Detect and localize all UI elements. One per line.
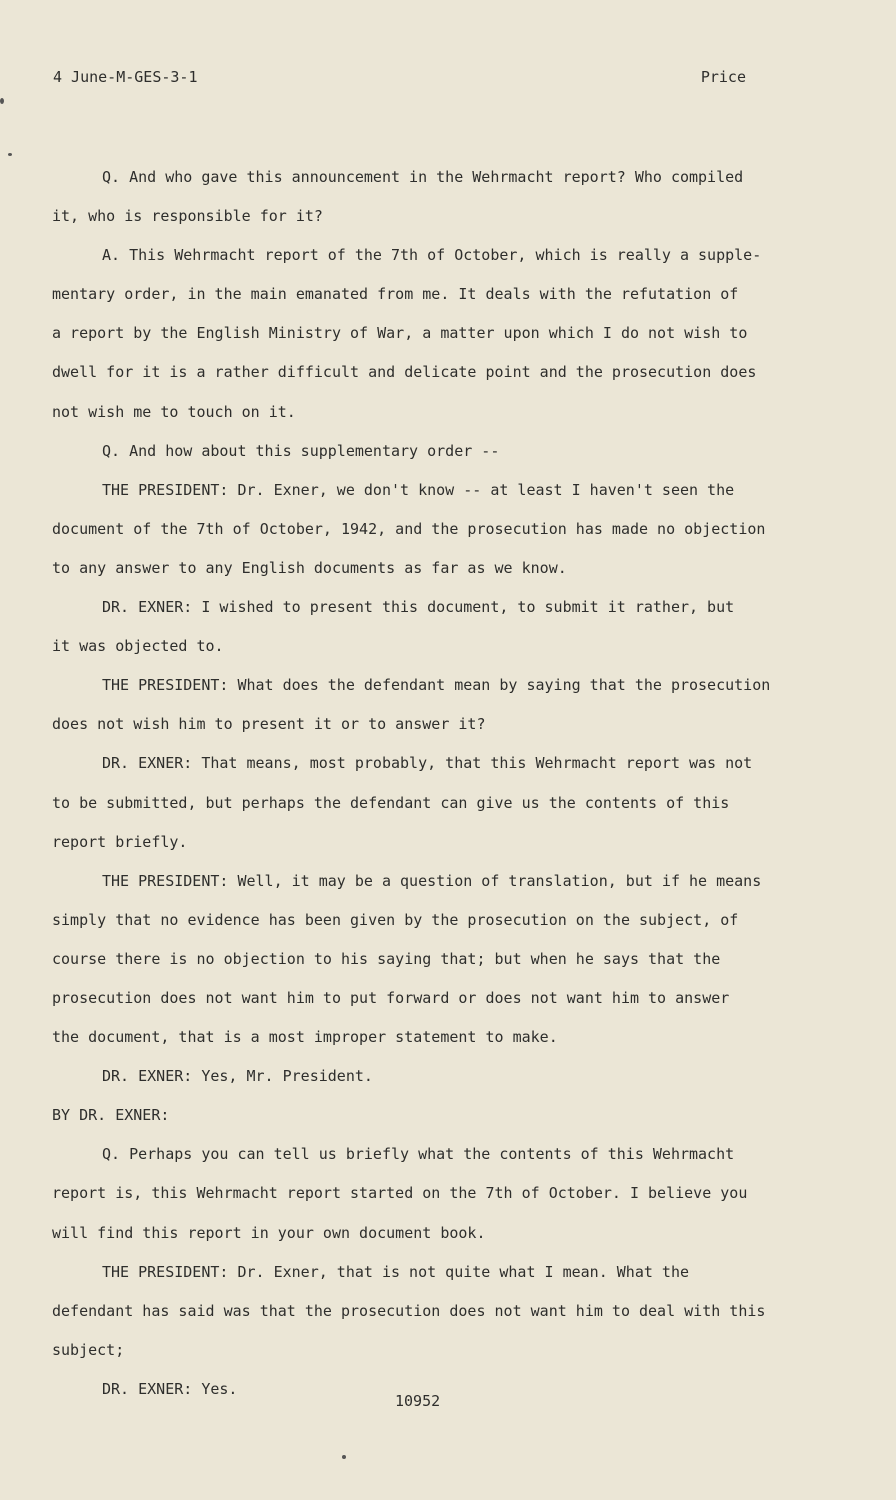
binding-mark xyxy=(0,98,4,104)
transcript-line: it, who is responsible for it? xyxy=(52,207,323,226)
transcript-line: subject; xyxy=(52,1340,125,1359)
transcript-line: the document, that is a most improper statement to make. xyxy=(52,1028,558,1047)
transcript-line: DR. EXNER: I wished to present this document, to submit it rather, but xyxy=(102,598,735,617)
transcript-line: to any answer to any English documents as far as we know. xyxy=(52,558,567,577)
header-witness-name: Price xyxy=(700,68,746,86)
header-docket: 4 June-M-GES-3-1 xyxy=(53,68,198,86)
transcript-line: BY DR. EXNER: xyxy=(52,1106,170,1125)
transcript-line: mentary order, in the main emanated from me. It deals with the refutation of xyxy=(52,285,739,304)
transcript-line: defendant has said was that the prosecution does not want him to deal with this xyxy=(52,1301,766,1320)
transcript-line: document of the 7th of October, 1942, and the prosecution has made no objection xyxy=(52,519,766,538)
transcript-line: Q. And how about this supplementary order -- xyxy=(102,441,500,460)
transcript-line: DR. EXNER: Yes. xyxy=(102,1379,238,1398)
transcript-line: DR. EXNER: Yes, Mr. President. xyxy=(102,1067,373,1086)
transcript-line: THE PRESIDENT: What does the defendant mean by saying that the prosecution xyxy=(102,676,771,695)
transcript-line: THE PRESIDENT: Dr. Exner, we don't know -- at least I haven't seen the xyxy=(102,480,735,499)
transcript-line: dwell for it is a rather difficult and delicate point and the prosecution does xyxy=(52,363,757,382)
transcript-line: THE PRESIDENT: Well, it may be a question of translation, but if he means xyxy=(102,871,762,890)
binding-mark xyxy=(8,153,12,156)
transcript-line: report briefly. xyxy=(52,832,188,851)
ink-dot xyxy=(342,1455,346,1459)
transcript-line: a report by the English Ministry of War, a matter upon which I do not wish to xyxy=(52,324,748,343)
page-number: 10952 xyxy=(395,1392,441,1410)
transcript-line: Q. Perhaps you can tell us briefly what the contents of this Wehrmacht xyxy=(102,1145,735,1164)
transcript-line: THE PRESIDENT: Dr. Exner, that is not quite what I mean. What the xyxy=(102,1262,689,1281)
transcript-line: prosecution does not want him to put forward or does not want him to answer xyxy=(52,988,730,1007)
transcript-line: will find this report in your own document book. xyxy=(52,1223,486,1242)
transcript-line: DR. EXNER: That means, most probably, that this Wehrmacht report was not xyxy=(102,754,753,773)
transcript-line: course there is no objection to his saying that; but when he says that the xyxy=(52,949,721,968)
transcript-line: A. This Wehrmacht report of the 7th of October, which is really a supple- xyxy=(102,246,762,265)
transcript-line: not wish me to touch on it. xyxy=(52,402,296,421)
transcript-line: it was objected to. xyxy=(52,637,224,656)
transcript-line: Q. And who gave this announcement in the Wehrmacht report? Who compiled xyxy=(102,168,744,186)
transcript-line: report is, this Wehrmacht report started on the 7th of October. I believe you xyxy=(52,1184,748,1203)
transcript-line: does not wish him to present it or to answer it? xyxy=(52,715,486,734)
transcript-body xyxy=(52,158,827,1409)
transcript-line: simply that no evidence has been given by the prosecution on the subject, of xyxy=(52,910,739,929)
transcript-line: to be submitted, but perhaps the defendant can give us the contents of this xyxy=(52,793,730,812)
